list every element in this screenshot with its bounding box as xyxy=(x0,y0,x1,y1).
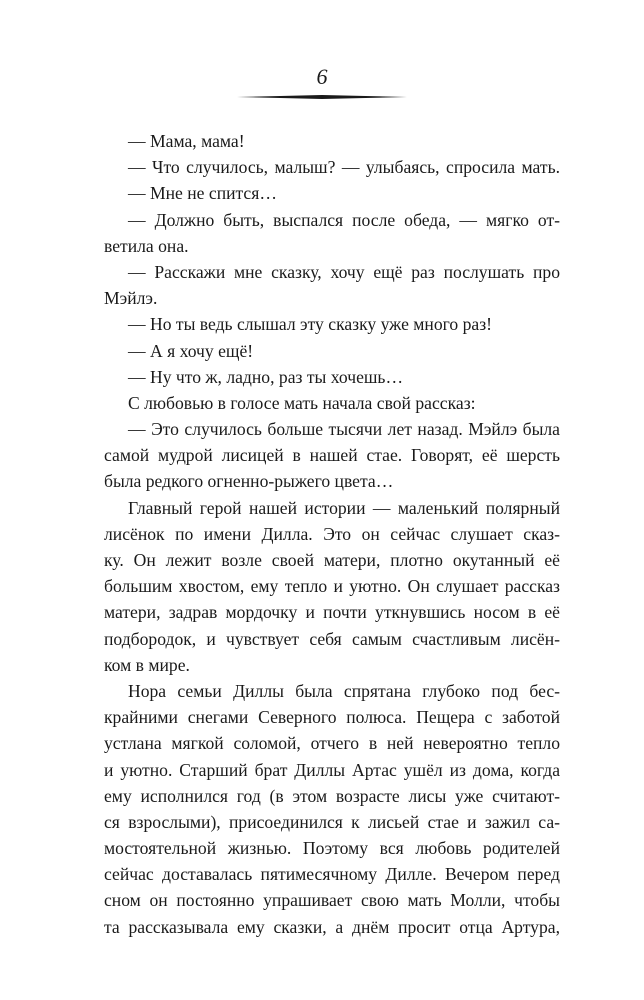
text-line: сном он постоянно упрашивает свою мать Молли, чтобы xyxy=(104,890,560,911)
text-line: большим хвостом, ему тепло и уютно. Он слушает рассказ xyxy=(104,576,560,597)
text-line: подбородок, и чувствует себя самым счастливым лисён- xyxy=(104,628,560,649)
text-line: — Должно быть, выспался после обеда, — мягко от- xyxy=(128,209,560,230)
chapter-divider xyxy=(237,95,407,99)
text-line: — Мне не спится… xyxy=(128,183,277,204)
text-line: — Но ты ведь слышал эту сказку уже много раз! xyxy=(128,314,493,335)
text-line: и уютно. Старший брат Диллы Артас ушёл из дома, когда xyxy=(104,759,560,780)
text-line: С любовью в голосе мать начала свой рассказ: xyxy=(128,392,476,413)
text-line: та рассказывала ему сказки, а днём просит отца Артура, xyxy=(104,916,560,937)
text-line: крайними снегами Северного полюса. Пещера с заботой xyxy=(104,707,560,728)
text-line: — А я хочу ещё! xyxy=(128,340,254,361)
chapter-divider-line xyxy=(237,95,407,99)
text-line: ся взрослыми), присоединился к лисьей стае и зажил са- xyxy=(104,811,560,832)
text-line: — Это случилось больше тысячи лет назад. Мэйлэ была xyxy=(128,419,560,440)
text-line: Мэйлэ. xyxy=(104,288,158,309)
text-line: устлана мягкой соломой, отчего в ней невероятно тепло xyxy=(104,733,560,754)
text-line: — Ну что ж, ладно, раз ты хочешь… xyxy=(128,366,404,387)
text-line: ему исполнился год (в этом возрасте лисы уже считают- xyxy=(104,785,560,806)
chapter-number: 6 xyxy=(316,64,328,89)
text-line: — Расскажи мне сказку, хочу ещё раз послушать про xyxy=(128,261,560,282)
text-line: Нора семьи Диллы была спрятана глубоко под бес- xyxy=(128,680,560,701)
text-line: Главный герой нашей истории — маленький полярный xyxy=(128,497,560,518)
text-line: мостоятельной жизнью. Поэтому вся любовь родителей xyxy=(104,838,560,859)
text-line: ветила она. xyxy=(104,235,189,256)
text-line: была редкого огненно-рыжего цвета… xyxy=(104,471,394,492)
text-line: — Мама, мама! xyxy=(128,131,245,151)
text-line: — Что случилось, малыш? — улыбаясь, спросила мать. xyxy=(128,157,560,178)
chapter-text xyxy=(104,128,560,940)
text-line: сейчас доставалась пятимесячному Дилле. Вечером перед xyxy=(104,864,560,885)
text-line: ку. Он лежит возле своей матери, плотно окутанный её xyxy=(104,550,560,570)
text-line: лисёнок по имени Дилла. Это он сейчас слушает сказ- xyxy=(104,523,560,544)
text-line: самой мудрой лисицей в нашей стае. Говорят, её шерсть xyxy=(104,445,560,466)
text-line: матери, задрав мордочку и почти уткнувшись носом в её xyxy=(104,602,560,623)
text-line: ком в мире. xyxy=(104,654,190,675)
